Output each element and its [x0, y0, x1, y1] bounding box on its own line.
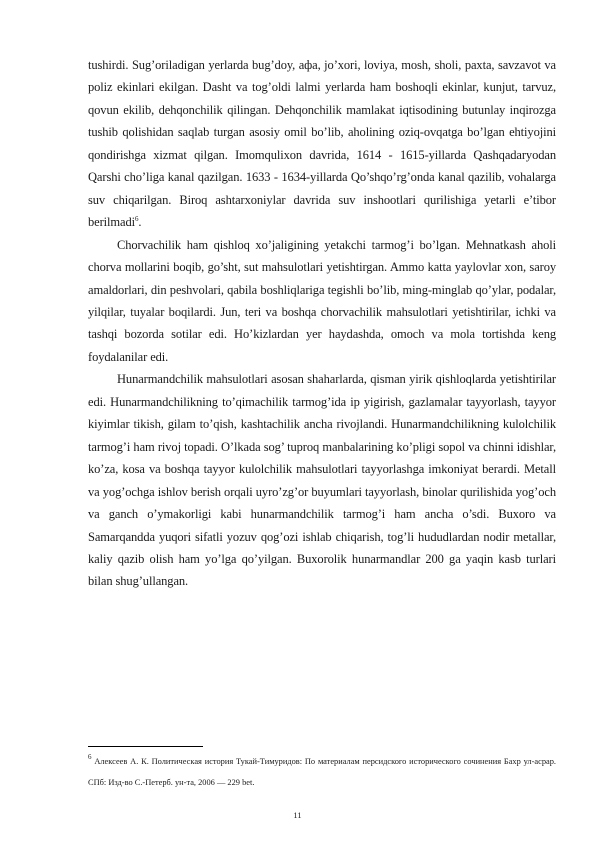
page-number: 11 [293, 810, 302, 820]
paragraph-1-tail: . [138, 215, 142, 230]
paragraph-1 [88, 54, 556, 234]
footnote-text: Алексеев А. К. Политическая история Тукай-Тимуридов: По материалам персидского исторического сочинения Бахр ул-асрар. СПб: Изд-во С.-Петерб. ун-та, 2006 — 229 bet. [88, 757, 557, 787]
footnote-reference[interactable]: 6 [135, 215, 139, 224]
footnote [88, 752, 556, 793]
paragraph-2: Chorvachilik ham qishloq xo’jaligining yetakchi tarmog’i bo’lgan. Mehnatkash aholi chorva mollarini boqib, go’sht, sut mahsulotlari yetishtirgan. Ammo katta yaylovlar xon, saroy amaldorlari, din peshvolari, qabila boshliqlariga tegishli bo’lib, ming-minglab qo’ylar, podalar, yilqilar, tuyalar boqilardi. Jun, teri va boshqa chorvachilik mahsulotlari yetishtirilar, ichki va tashqi bozorda sotilar edi. Ho’kizlardan yer haydashda, omoch va mola tortishda keng foydalanilar edi. [88, 237, 556, 364]
paragraph-1-text: tushirdi. Sug’oriladigan yerlarda bug’doy, aфa, jo’xori, loviya, mosh, sholi, paxta, savzavot va poliz ekinlari ekilgan. Dasht va tog’oldi lalmi yerlarda ham boshoqli ekinlar, kunjut, tarvuz, qovun ekilib, dehqonchilik qilingan. Dehqonchilik mamlakat iqtisodining butunlay inqirozga tushib qolishidan saqlab turgan asosiy omil bo’lib, aholining oziq-ovqatga bo’lgan ehtiyojini qondirishga xizmat qilgan. Imomqulixon davrida, 1614 - 1615-yillarda Qashqadaryodan Qarshi cho’liga kanal qazilgan. 1633 - 1634-yillarda Qo’shqo’rg’onda kanal qazilib, vohalarga suv chiqarilgan. Biroq ashtarxoniylar davrida suv inshootlari qurilishiga yetarli e’tibor berilmadi [88, 58, 556, 230]
paragraph-3: Hunarmandchilik mahsulotlari asosan shaharlarda, qisman yirik qishloqlarda yetishtirilar edi. Hunarmandchilikning to’qimachilik tarmog’ida ip yigirish, gazlamalar tayyorlash, tayyor kiyimlar tikish, gilam to’qish, kashtachilik ancha rivojlandi. Hunarmandchilikning kulolchilik tarmog’i ham rivoj topadi. O’lkada sog’ tuproq manbalarining ko’pligi sopol va chinni idishlar, ko’za, kosa va boshqa tayyor kulolchilik mahsulotlari tayyorlashga imkoniyat berardi. Metall va yog’ochga ishlov berish orqali uyro’zg’or buyumlari tayyorlash, binolar qurilishida yog’och va ganch o’ymakorligi kabi hunarmandchilik tarmog’i ham ancha o’sdi. Buxoro va Samarqandda yuqori sifatli yozuv qog’ozi ishlab chiqarish, tog’li hududlardan nodir metallar, kaliy qazib olish ham yo’lga qo’yilgan. Buxorolik hunarmandlar 200 ga yaqin kasb turlari bilan shug’ullangan. [88, 372, 556, 589]
page-body [88, 54, 556, 593]
footnote-divider [88, 746, 203, 747]
footnote-marker: 6 [88, 753, 92, 761]
